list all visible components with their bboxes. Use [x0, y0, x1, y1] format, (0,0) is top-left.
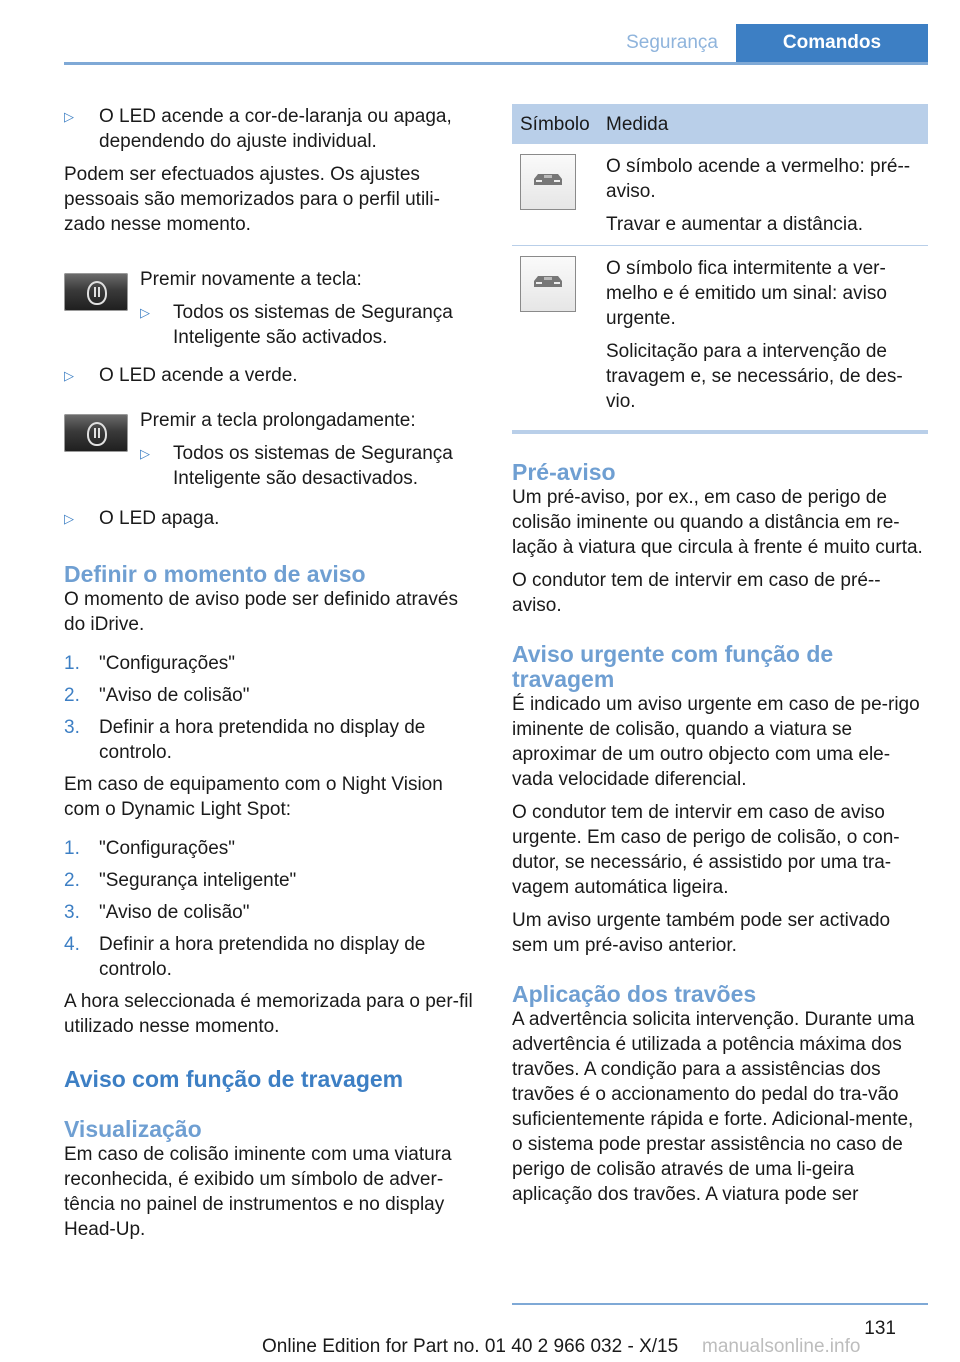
paragraph: Em caso de equipamento com o Night Vision com o Dynamic Light Spot: — [64, 774, 443, 820]
list-item: 3. "Aviso de colisão" — [64, 902, 250, 923]
section-heading: Definir o momento de aviso — [64, 561, 366, 587]
section-heading: Visualização — [64, 1116, 202, 1142]
table-header-measure: Medida — [598, 104, 928, 144]
footer-rule — [512, 1303, 928, 1305]
paragraph: Podem ser efectuados ajustes. Os ajustes pessoais são memorizados para o perfil utili-zado nesse momento. — [64, 164, 440, 235]
section-heading: Aviso urgente com função de travagem — [512, 641, 834, 692]
paragraph: O condutor tem de intervir em caso de aviso urgente. Em caso de perigo de colisão, o con-dutor, se necessário, é assistido por uma tra-vagem automática ligeira. — [512, 802, 900, 898]
triangle-right-icon: ▷ — [64, 109, 74, 124]
car-warning-icon — [520, 154, 576, 210]
bullet-item — [64, 363, 514, 388]
section-heading: Aviso com função de travagem — [64, 1066, 404, 1092]
paragraph: Em caso de colisão iminente com uma viatura reconhecida, é exibido um símbolo de adver-tência no painel de instrumentos e no display Head-Up. — [64, 1144, 452, 1240]
watermark: manualsonline.info — [702, 1336, 861, 1357]
bullet-text: O LED acende a verde. — [99, 365, 298, 386]
section-heading: Pré-aviso — [512, 459, 616, 485]
page-number: 131 — [864, 1318, 896, 1339]
car-warning-icon — [520, 256, 576, 312]
paragraph: O condutor tem de intervir em caso de pré--aviso. — [512, 570, 881, 616]
table-cell-text: Travar e aumentar a distância. — [606, 214, 863, 235]
paragraph: Um aviso urgente também pode ser activado sem um pré-aviso anterior. — [512, 910, 891, 956]
list-item: 1. "Configurações" — [64, 838, 236, 859]
key-instruction — [64, 249, 479, 404]
paragraph: A hora seleccionada é memorizada para o per-fil utilizado nesse momento. — [64, 991, 473, 1037]
paragraph: Um pré-aviso, por ex., em caso de perigo de colisão iminente ou quando a distância em re-lação à viatura que circula à frente é muito curta. — [512, 487, 923, 558]
symbol-table — [512, 104, 928, 422]
list-item: 2. "Aviso de colisão" — [64, 685, 250, 706]
bullet-item — [140, 441, 480, 491]
list-item: 4. Definir a hora pretendida no display de controlo. — [64, 934, 426, 980]
paragraph: O momento de aviso pode ser definido através do iDrive. — [64, 589, 458, 635]
list-item: 2. "Segurança inteligente" — [64, 870, 297, 891]
list-item: 3. Definir a hora pretendida no display de controlo. — [64, 717, 426, 763]
triangle-right-icon: ▷ — [140, 305, 150, 320]
section-heading: Aplicação dos travões — [512, 981, 757, 1007]
list-item: 1. "Configurações" — [64, 653, 236, 674]
header-tab: Comandos — [736, 24, 928, 62]
table-cell-text: O símbolo acende a vermelho: pré--aviso. — [606, 156, 911, 202]
triangle-right-icon: ▷ — [64, 511, 74, 526]
edition-note: Online Edition for Part no. 01 40 2 966 032 - X/15 — [262, 1336, 679, 1357]
key-instruction — [64, 394, 479, 529]
intelligent-safety-button-icon — [64, 414, 128, 452]
key-instruction-text: Premir novamente a tecla: — [140, 269, 362, 290]
header-section: Segurança — [626, 32, 718, 53]
table-cell-text: O símbolo fica intermitente a ver-melho e é emitido um sinal: aviso urgente. — [606, 258, 887, 329]
triangle-right-icon: ▷ — [140, 446, 150, 461]
table-header-symbol: Símbolo — [512, 104, 598, 144]
bullet-text: Todos os sistemas de Segurança Inteligente são activados. — [173, 302, 453, 348]
left-column — [64, 104, 479, 1250]
triangle-right-icon: ▷ — [64, 368, 74, 383]
table-row — [512, 246, 928, 423]
table-row — [512, 144, 928, 246]
bullet-text: Todos os sistemas de Segurança Inteligente são desactivados. — [173, 443, 453, 489]
page-header — [64, 24, 928, 65]
key-instruction-text: Premir a tecla prolongadamente: — [140, 410, 416, 431]
bullet-text: O LED apaga. — [99, 508, 220, 529]
paragraph: A advertência solicita intervenção. Durante uma advertência é utilizada a potência máxima dos travões. A condição para a assistências dos travões é o accionamento do pedal do tra-vão suficientemente rápida e forte. Adicional-mente, o sistema pode prestar assistência no caso de perigo de colisão através de uma li-geira aplicação dos travões. A viatura pode ser — [512, 1009, 915, 1205]
bullet-item — [140, 300, 480, 350]
right-column — [512, 104, 928, 1215]
bullet-item — [64, 506, 514, 531]
bullet-text: O LED acende a cor-de-laranja ou apaga, dependendo do ajuste individual. — [99, 106, 452, 152]
paragraph: É indicado um aviso urgente em caso de pe-rigo iminente de colisão, quando a viatura se aproximar de um outro objecto com uma ele-vada velocidade diferencial. — [512, 694, 920, 790]
bullet-item — [64, 104, 479, 154]
intelligent-safety-button-icon — [64, 273, 128, 311]
table-cell-text: Solicitação para a intervenção de travagem e, se necessário, de des-vio. — [606, 341, 903, 412]
